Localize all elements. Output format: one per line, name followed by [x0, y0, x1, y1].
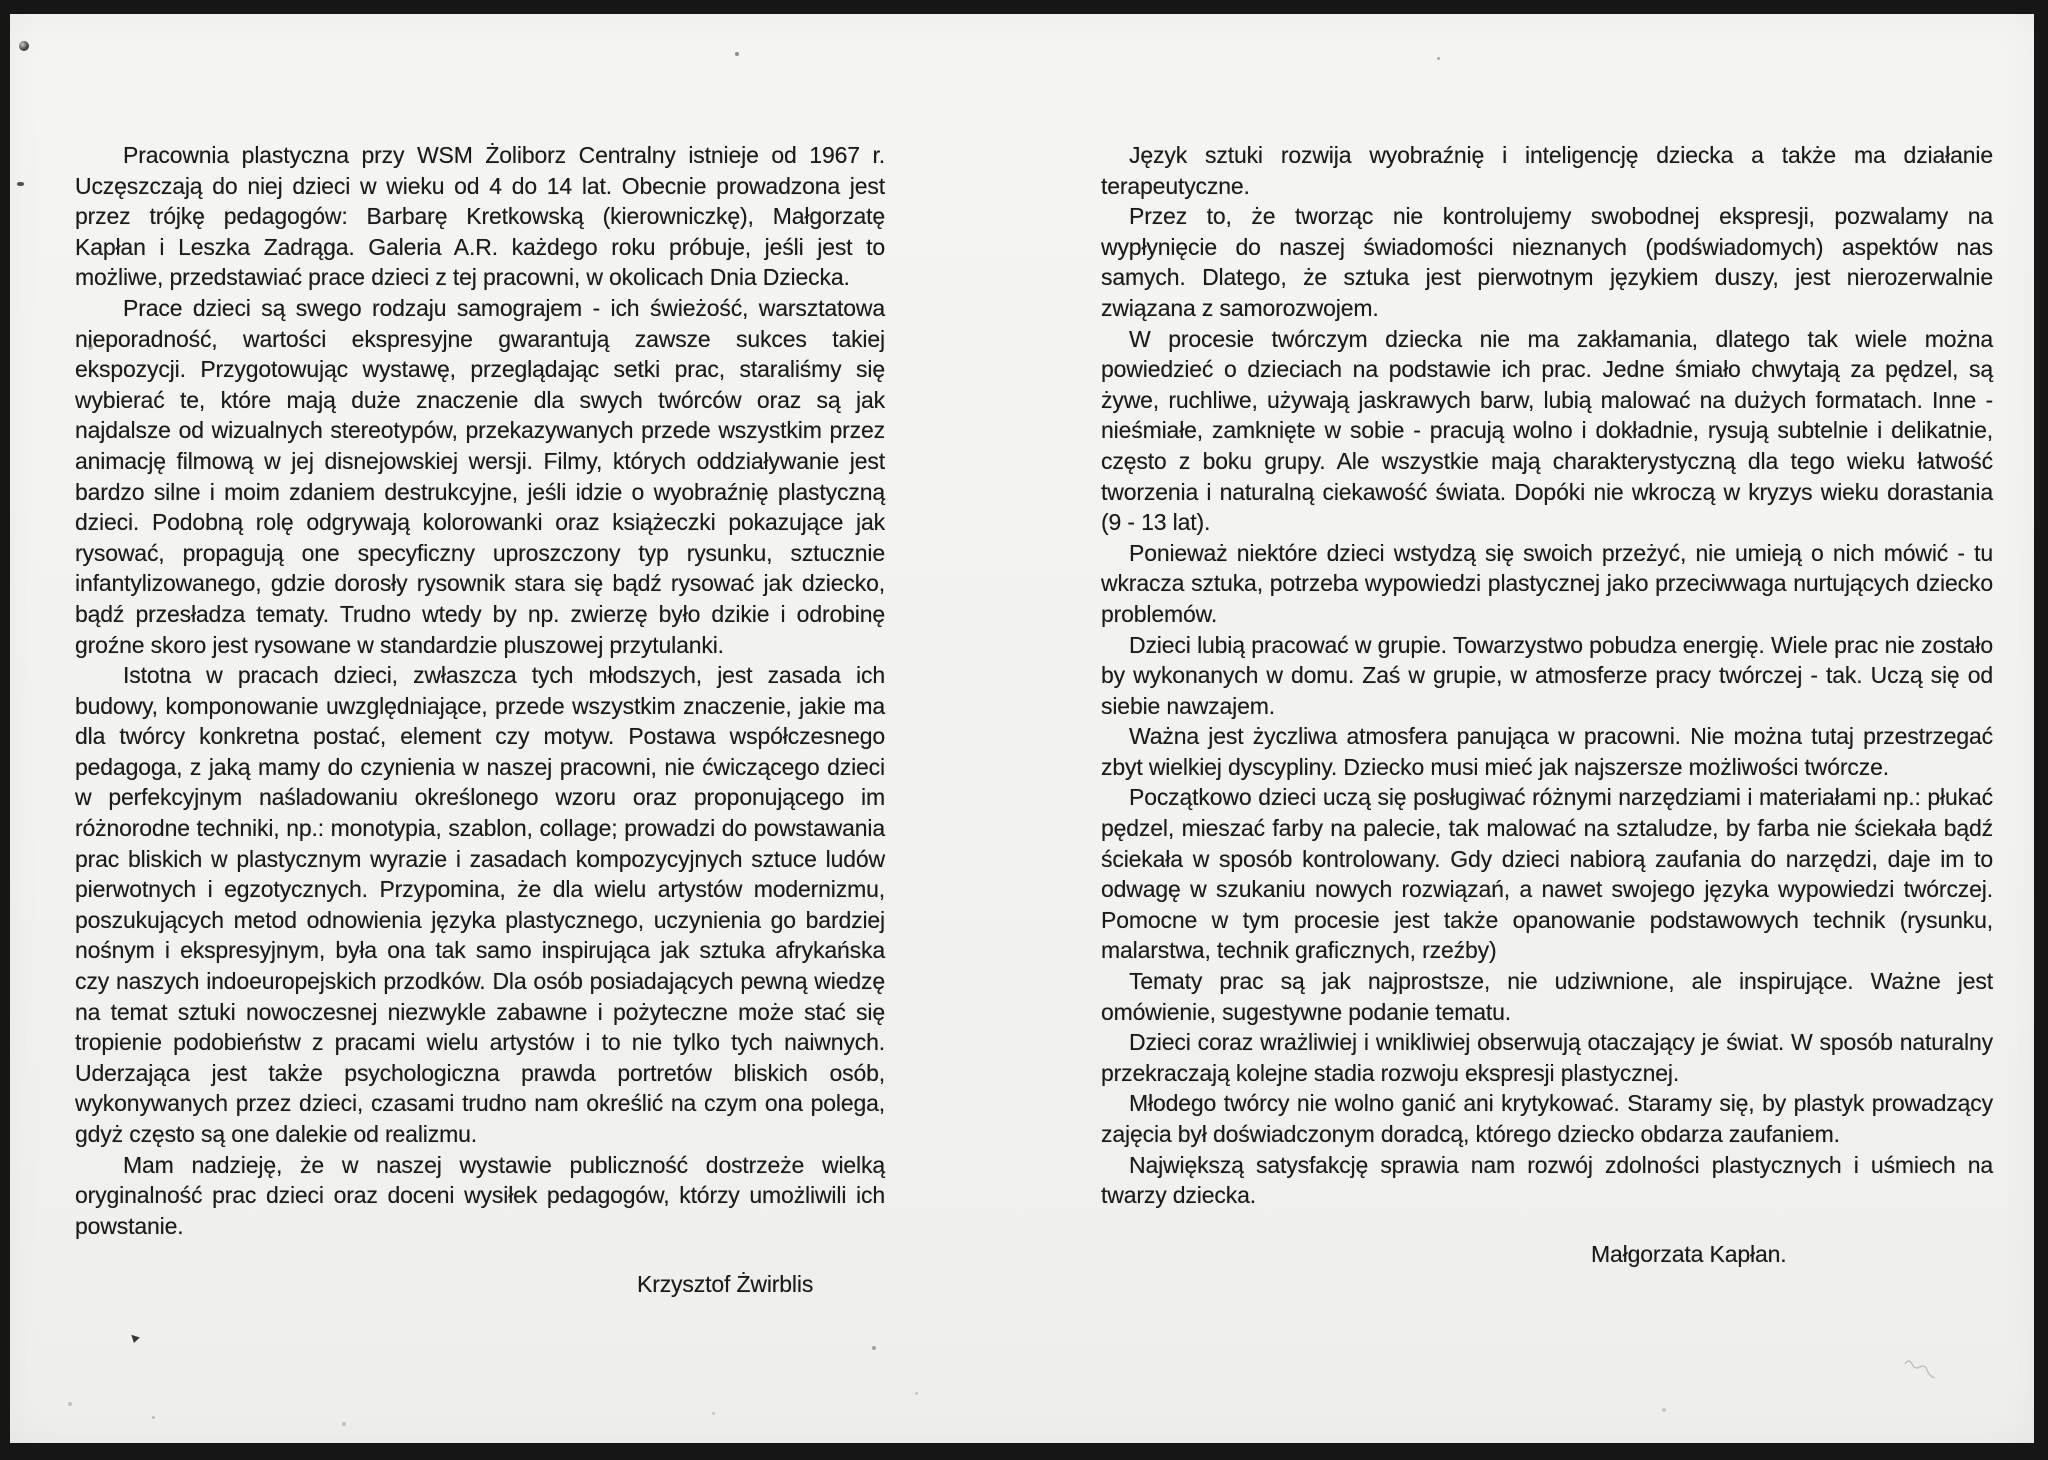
- scan-speck: [1437, 57, 1440, 60]
- document-page-spread: [10, 14, 2034, 1443]
- scan-speck: [88, 344, 93, 350]
- paragraph: Język sztuki rozwija wyobraźnię i inteligencję dziecka a także ma działanie terapeutyczne.: [1101, 142, 1993, 199]
- scan-speck: [712, 1412, 715, 1415]
- scan-speck: [735, 52, 739, 56]
- paragraph: Początkowo dzieci uczą się posługiwać różnymi narzędziami i materiałami np.: płukać pędzel, mieszać farby na palecie, tak malować na sztaludze, by farba nie ściekała bądź ściekała w sposób kontrolowany. Gdy dzieci nabiorą zaufania do narzędzi, daje im to odwagę w szukaniu nowych rozwiązań, a nawet swojego języka wypowiedzi twórczej. Pomocne w tym procesie jest także opanowanie podstawowych technik (rysunku, malarstwa, technik graficznych, rzeźby): [1101, 784, 1993, 964]
- paragraph: Przez to, że tworząc nie kontrolujemy swobodnej ekspresji, pozwalamy na wypłynięcie do naszej świadomości nieznanych (podświadomych) aspektów nas samych. Dlatego, że sztuka jest pierwotnym językiem duszy, jest nierozerwalnie związana z samorozwojem.: [1101, 203, 1993, 321]
- scan-artifact: [129, 1335, 140, 1344]
- paragraph: Istotna w pracach dzieci, zwłaszcza tych młodszych, jest zasada ich budowy, komponowanie uwzględniające, przede wszystkim znaczenie, jakie ma dla twórcy konkretna postać, element czy motyw. Postawa współczesnego pedagoga, z jaką mamy do czynienia w naszej pracowni, nie ćwiczącego dzieci w perfekcyjnym naśladowaniu określonego wzoru oraz proponującego im różnorodne techniki, np.: monotypia, szablon, collage; prowadzi do powstawania prac bliskich w plastycznym wyrazie i zasadach kompozycyjnych sztuce ludów pierwotnych i egzotycznych. Przypomina, że dla wielu artystów modernizmu, poszukujących metod odnowienia języka plastycznego, uczynienia go bardziej nośnym i ekspresyjnym, była ona tak samo inspirująca jak sztuka afrykańska czy naszych indoeuropejskich przodków. Dla osób posiadających pewną wiedzę na temat sztuki nowoczesnej niezwykle zabawne i pożyteczne może stać się tropienie podobieństw z pracami wielu artystów i to nie tylko tych naiwnych. Uderzająca jest także psychologiczna prawda portretów bliskich osób, wykonywanych przez dzieci, czasami trudno nam określić na czym ona polega, gdyż często są one dalekie od realizmu.: [75, 662, 885, 1147]
- scan-speck: [1662, 1408, 1666, 1412]
- scan-speck: [17, 182, 24, 186]
- left-page-text-column: [75, 140, 885, 1300]
- scan-speck: [68, 1402, 72, 1406]
- paragraph: Młodego twórcy nie wolno ganić ani krytykować. Staramy się, by plastyk prowadzący zajęcia był doświadczonym doradcą, którego dziecko obdarza zaufaniem.: [1101, 1090, 1993, 1147]
- right-page-signature: Małgorzata Kapłan.: [1591, 1240, 1787, 1267]
- scan-speck: [152, 1416, 155, 1419]
- paragraph: Prace dzieci są swego rodzaju samograjem - ich świeżość, warsztatowa nieporadność, wartości ekspresyjne gwarantują zawsze sukces takiej ekspozycji. Przygotowując wystawę, przeglądając setki prac, staraliśmy się wybierać te, które mają duże znaczenie dla swych twórców oraz są jak najdalsze od wizualnych stereotypów, przekazywanych przede wszystkim przez animację filmową w jej disnejowskiej wersji. Filmy, których oddziaływanie jest bardzo silne i moim zdaniem destrukcyjne, jeśli idzie o wyobraźnię plastyczną dzieci. Podobną rolę odgrywają kolorowanki oraz książeczki pokazujące jak rysować, propagują one specyficzny uproszczony typ rysunku, sztucznie infantylizowanego, gdzie dorosły rysownik stara się bądź rysować jak dziecko, bądź przesładza tematy. Trudno wtedy by np. zwierzę było dzikie i odrobinę groźne skoro jest rysowane w standardzie pluszowej przytulanki.: [75, 294, 885, 658]
- paragraph: Dzieci lubią pracować w grupie. Towarzystwo pobudza energię. Wiele prac nie zostało by wykonanych w domu. Zaś w grupie, w atmosferze pracy twórczej - tak. Uczą się od siebie nawzajem.: [1101, 631, 1993, 719]
- paragraph: Pracownia plastyczna przy WSM Żoliborz Centralny istnieje od 1967 r. Uczęszczają do niej dzieci w wieku od 4 do 14 lat. Obecnie prowadzona jest przez trójkę pedagogów: Barbarę Kretkowską (kierowniczkę), Małgorzatę Kapłan i Leszka Zadrąga. Galeria A.R. każdego roku próbuje, jeśli jest to możliwe, przedstawiać prace dzieci z tej pracowni, w okolicach Dnia Dziecka.: [75, 142, 885, 291]
- pencil-squiggle-artifact: [1903, 1358, 1937, 1382]
- left-page-signature: Krzysztof Żwirblis: [637, 1271, 814, 1298]
- scan-speck: [342, 1422, 346, 1426]
- paragraph: Ponieważ niektóre dzieci wstydzą się swoich przeżyć, nie umieją o nich mówić - tu wkracza sztuka, potrzeba wypowiedzi plastycznej jako przeciwwaga nurtujących dziecko problemów.: [1101, 539, 1993, 627]
- hole-punch-mark: [19, 41, 29, 51]
- paragraph: Tematy prac są jak najprostsze, nie udziwnione, ale inspirujące. Ważne jest omówienie, sugestywne podanie tematu.: [1101, 968, 1993, 1025]
- paragraph: Ważna jest życzliwa atmosfera panująca w pracowni. Nie można tutaj przestrzegać zbyt wielkiej dyscypliny. Dziecko musi mieć jak najszersze możliwości twórcze.: [1101, 723, 1993, 780]
- paragraph: Mam nadzieję, że w naszej wystawie publiczność dostrzeże wielką oryginalność prac dzieci oraz doceni wysiłek pedagogów, którzy umożliwili ich powstanie.: [75, 1151, 885, 1239]
- right-page-text-column: [1101, 140, 1993, 1269]
- paragraph: Dzieci coraz wrażliwiej i wnikliwiej obserwują otaczający je świat. W sposób naturalny przekraczają kolejne stadia rozwoju ekspresji plastycznej.: [1101, 1029, 1993, 1086]
- paragraph: Największą satysfakcję sprawia nam rozwój zdolności plastycznych i uśmiech na twarzy dziecka.: [1101, 1151, 1993, 1209]
- scan-speck: [915, 1392, 918, 1395]
- paragraph: W procesie twórczym dziecka nie ma zakłamania, dlatego tak wiele można powiedzieć o dzieciach na podstawie ich prac. Jedne śmiało chwytają za pędzel, są żywe, ruchliwe, używają jaskrawych barw, lubią malować na dużych formatach. Inne - nieśmiałe, zamknięte w sobie - pracują wolno i dokładnie, rysują subtelnie i delikatnie, często z boku grupy. Ale wszystkie mają charakterystyczną dla tego wieku łatwość tworzenia i naturalną ciekawość świata. Dopóki nie wkroczą w kryzys wieku dorastania (9 - 13 lat).: [1101, 325, 1993, 536]
- scan-speck: [872, 1346, 876, 1350]
